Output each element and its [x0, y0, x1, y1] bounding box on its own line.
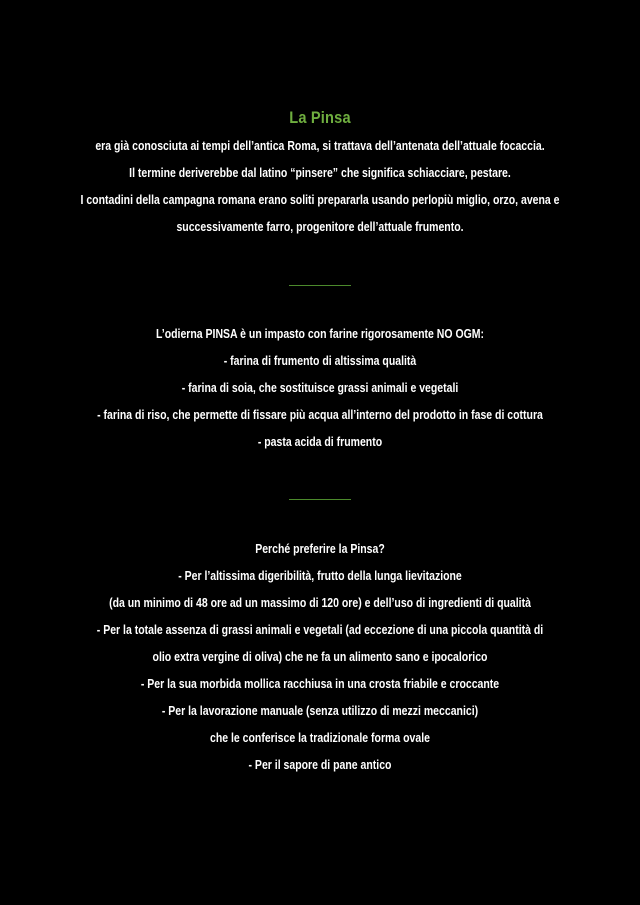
reasons-line: - Per la sua morbida mollica racchiusa in una crosta friabile e croccante — [140, 677, 500, 691]
reasons-line: - Per la lavorazione manuale (senza utilizzo di mezzi meccanici) — [161, 704, 479, 718]
reasons-line: Perché preferire la Pinsa? — [255, 542, 385, 556]
intro-line: Il termine deriverebbe dal latino “pinsere” che significa schiacciare, pestare. — [129, 166, 511, 180]
page-title: La Pinsa — [289, 108, 351, 127]
reasons-line: che le conferisce la tradizionale forma ovale — [209, 731, 431, 745]
ingredients-line: - farina di frumento di altissima qualità — [223, 354, 417, 368]
ingredients-line: - pasta acida di frumento — [257, 435, 383, 449]
reasons-line: - Per l’altissima digeribilità, frutto della lunga lievitazione — [178, 569, 462, 583]
ingredients-line: L’odierna PINSA è un impasto con farine rigorosamente NO OGM: — [155, 327, 485, 341]
ingredients-line: - farina di soia, che sostituisce grassi animali e vegetali — [181, 381, 459, 395]
ingredients-line: - farina di riso, che permette di fissare più acqua all’interno del prodotto in fase di cottura — [97, 408, 543, 422]
intro-line: era già conosciuta ai tempi dell’antica Roma, si trattava dell’antenata dell’attuale focaccia. — [95, 139, 545, 153]
section-divider — [289, 285, 351, 286]
reasons-line: - Per la totale assenza di grassi animali e vegetali (ad eccezione di una piccola quantità di — [96, 623, 544, 637]
intro-line: I contadini della campagna romana erano soliti prepararla usando perlopiù miglio, orzo, avena e — [80, 193, 560, 207]
section-divider — [289, 499, 351, 500]
reasons-line: (da un minimo di 48 ore ad un massimo di 120 ore) e dell’uso di ingredienti di qualità — [109, 596, 531, 610]
reasons-line: olio extra vergine di oliva) che ne fa un alimento sano e ipocalorico — [152, 650, 488, 664]
intro-line: successivamente farro, progenitore dell’attuale frumento. — [176, 220, 464, 234]
reasons-line: - Per il sapore di pane antico — [248, 758, 392, 772]
